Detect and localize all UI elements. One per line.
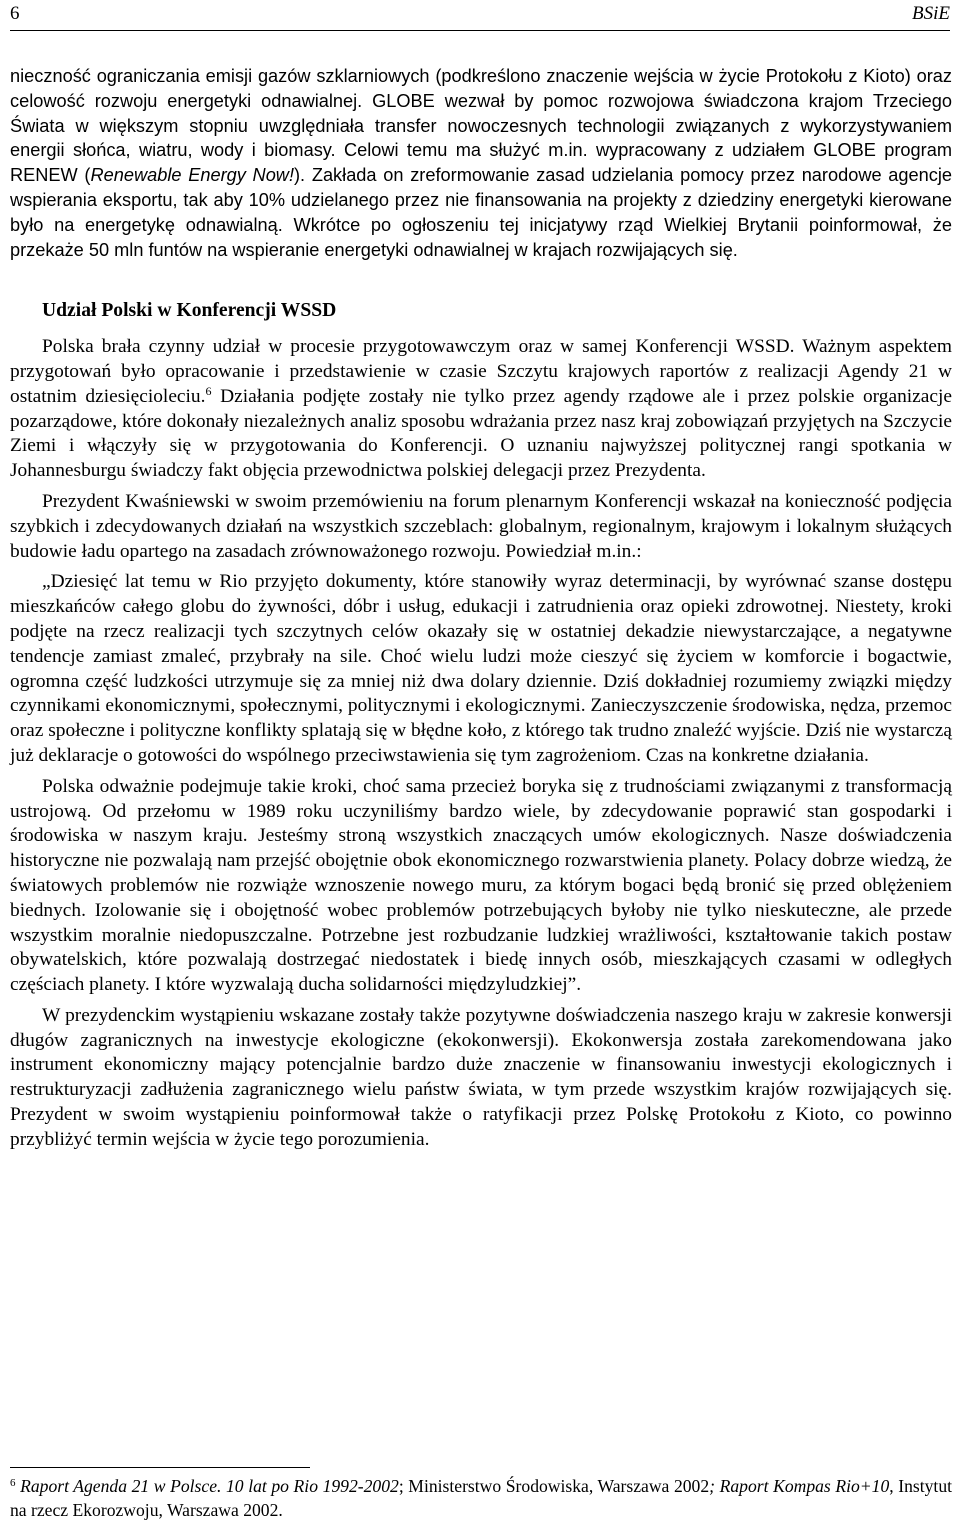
paragraph-text: Działania podjęte zostały nie tylko przez agendy rządowe ale i przez polskie organizacje pozarządowe, które dokonały niezależnych analiz sposobu wdrażania przez nasz kraj zobowiązań przyjętych na Szczycie Ziemi i włączyły się w przygotowania do Konferencji. O uznaniu najwyższej politycznej rangi spotkania w Johannesburgu świadczy fakt objęcia przewodnictwa polskiej delegacji przez Prezydenta.	[10, 385, 952, 482]
paragraph-participation	[10, 335, 952, 484]
program-name: Renewable Energy Now!	[90, 165, 294, 186]
main-text	[10, 64, 952, 1153]
footnote-title: ; Raport Kompas Rio+10	[709, 1476, 890, 1496]
footnote-title: Raport Agenda 21 w Polsce. 10 lat po Rio 1992-2002	[20, 1476, 399, 1496]
paragraph-ecoconversion: W prezydenckim wystąpieniu wskazane zostały także pozytywne doświadczenia naszego kraju w zakresie konwersji długów zagranicznych na inwestycje ekologiczne (ekokonwersji). Ekokonwersja została zarekomendowana jako instrument ekonomiczny mający potencjalnie bardzo duże znaczenie w finansowaniu inwestycji ekologicznych i restrukturyzacji zadłużenia zagranicznego wielu państw świata, w tym przede wszystkim krajów rozwijających się. Prezydent w swoim wystąpieniu poinformował także o ratyfikacji przez Polskę Protokołu z Kioto, co powinno przybliżyć termin wejścia w życie tego porozumienia.	[10, 1004, 952, 1150]
section-heading: Udział Polski w Konferencji WSSD	[42, 300, 337, 322]
paragraph-text: nieczność ograniczania emisji gazów szklarniowych (podkreślono znaczenie wejścia w życie Protokołu z Kioto) oraz celowość rozwoju energetyki odnawialnej. GLOBE wezwał by pomoc rozwojowa świadczona krajom Trzeciego Świata w większym stopniu uwzględniała transfer nowoczesnych technologii związanych z wykorzystywaniem energii słońca, wiatru, wody i biomasy. Celowi temu ma służyć m.in. wypracowany z udziałem GLOBE program RENEW (	[10, 66, 952, 186]
paragraph-text: ). Zakłada on zreformowanie zasad udzielania pomocy przez narodowe agencje wspierania eksportu, tak aby 10% udzielanego przez nie finansowania na projekty z dziedziny energetyki kierowane było na energetykę odnawialną. Wkrótce po ogłoszeniu tej inicjatywy rząd Wielkiej Brytanii poinformował, że przekaże 50 mln funtów na wspieranie energetyki odnawialnej w krajach rozwijających się.	[10, 165, 953, 260]
header-rule	[10, 30, 950, 31]
paragraph-quote-2: Polska odważnie podejmuje takie kroki, choć sama przecież boryka się z trudnościami związanymi z transformacją ustrojową. Od przełomu w 1989 roku uczyniliśmy bardzo wiele, by zdecydowanie poprawić stan gospodarki i środowiska w naszym kraju. Jesteśmy stroną wszystkich znaczących umów ekologicznych. Nasze doświadczenia historyczne nie pozwalają nam przejść obojętnie obok ekonomicznego rozwarstwienia planety. Polacy dobrze wiedzą, że światowych problemów nie rozwiąże wznoszenie nowego muru, za którym bogaci będą bronić się przed oblężeniem biednych. Izolowanie się i obojętność wobec problemów potrzebujących byłoby nie tylko nieskuteczne, ale przede wszystkim moralnie niedopuszczalne. Potrzebne jest rozbudzanie ludzkiej wrażliwości, kształtowanie takich postaw obywatelskich, które pozwalają dostrzegać niedostatek i biedę innych osób, mieszkających czasami w odległych częściach planety. I które wyzwalają ducha solidarności międzyludzkiej”.	[10, 775, 952, 996]
footnote-reference[interactable]: 6	[205, 383, 212, 398]
running-title: BSiE	[912, 3, 950, 24]
footnote-marker: 6	[10, 1477, 16, 1489]
page-number: 6	[10, 3, 20, 24]
footnote	[10, 1474, 952, 1522]
paragraph-globe	[10, 64, 952, 262]
paragraph-text: Polska brała czynny udział w procesie przygotowawczym oraz w samej Konferencji WSSD. Ważnym aspektem przygotowań było opracowanie i przedstawienie w czasie Szczytu krajowych raportów z realizacji Agendy 21 w ostatnim dziesięcioleciu.	[10, 336, 952, 407]
page-header	[10, 0, 950, 28]
paragraph-quote-1: „Dziesięć lat temu w Rio przyjęto dokumenty, które stanowiły wyraz determinacji, by wyrównać szanse dostępu mieszkańców całego globu do żywności, dóbr i usług, edukacji i zatrudnienia oraz opieki zdrowotnej. Niestety, kroki podjęte na rzecz realizacji tych szczytnych celów okazały się w ostatniej dekadzie niewystarczające, a negatywne tendencje zamiast zmaleć, przybrały na sile. Choć wielu ludzi może cieszyć się życiem w komforcie i bogactwie, ogromna część ludzkości utrzymuje się za mniej niż dwa dolary dziennie. Dziś dokładniej rozumiemy związki między czynnikami ekonomicznymi, społecznymi, politycznymi i ekologicznymi. Zanieczyszczenie środowiska, nędza, przemoc oraz społeczne i polityczne konflikty splatają się w błędne koło, z którego tak trudno znaleźć wyjście. Dziś nie wystarczą już deklaracje o gotowości do wspólnego przeciwstawienia się tym zagrożeniom. Czas na konkretne działania.	[10, 571, 952, 766]
footnote-text: , Instytut na rzecz Ekorozwoju, Warszawa 2002.	[10, 1476, 953, 1520]
footnote-text: ; Ministerstwo Środowiska, Warszawa 2002	[398, 1476, 710, 1496]
footnote-rule	[10, 1467, 310, 1468]
paragraph-president-speech: Prezydent Kwaśniewski w swoim przemówieniu na forum plenarnym Konferencji wskazał na konieczność podjęcia szybkich i zdecydowanych działań na wszystkich szczeblach: globalnym, regionalnym, krajowym i lokalnym służących budowie ładu opartego na zasadach zrównoważonego rozwoju. Powiedział m.in.:	[10, 490, 952, 562]
